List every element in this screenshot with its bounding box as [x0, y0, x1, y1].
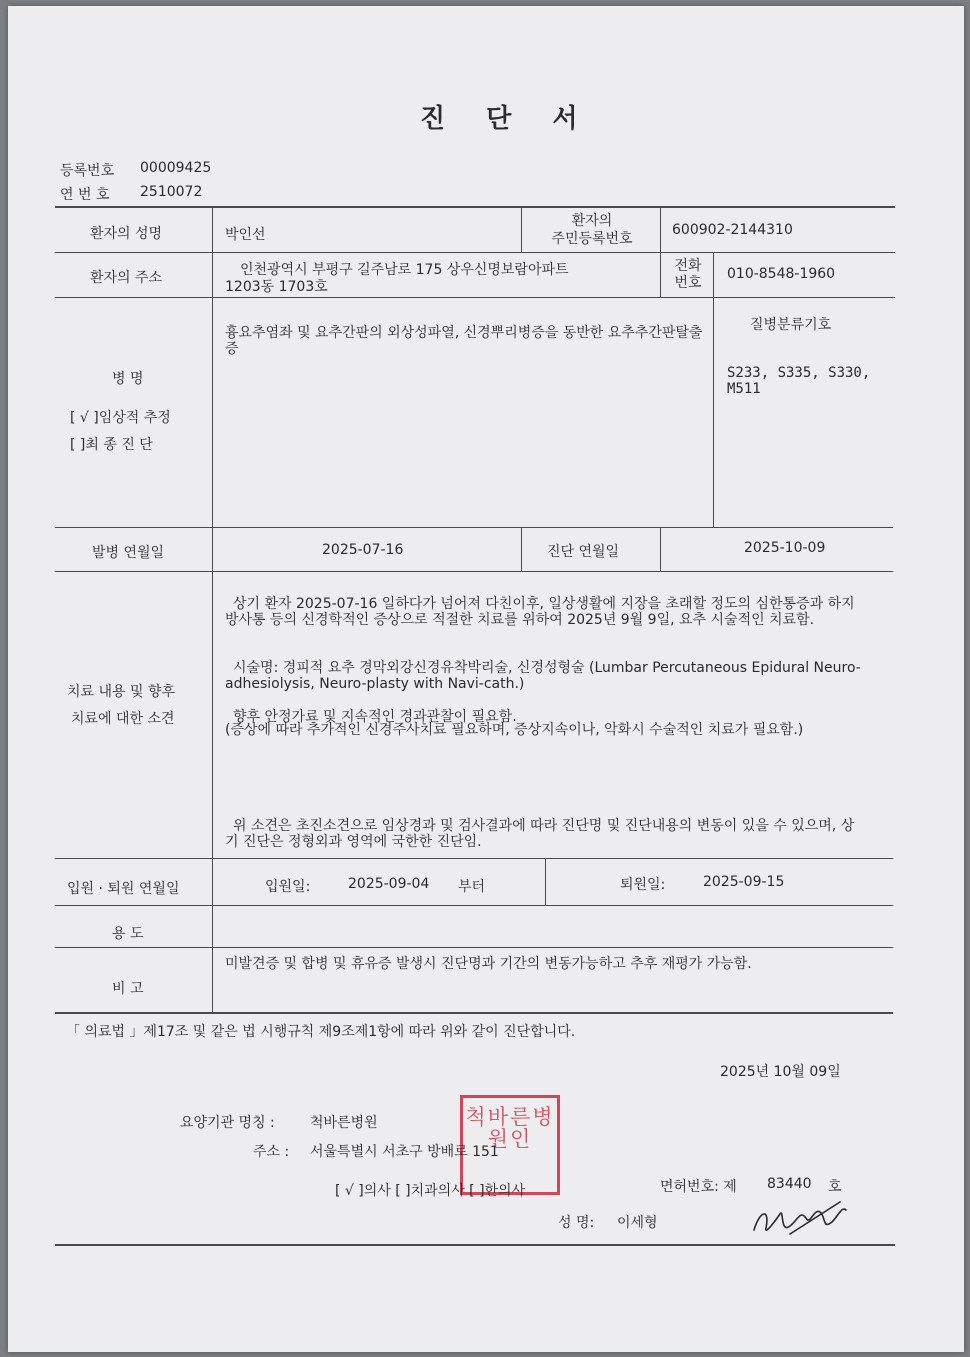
admission-in-date: 2025-09-04 [348, 876, 430, 892]
address-line-2: 1203동 1703호 [225, 279, 328, 295]
disease-label: 병 명 [112, 371, 144, 387]
institution-name: 척바른병원 [310, 1115, 378, 1131]
seal-text: 척바른병원인 [465, 1105, 555, 1151]
admission-in-label: 입원일: [265, 879, 311, 895]
discharge-date: 2025-09-15 [703, 874, 785, 890]
clinical-estimate-option: [ √ ]임상적 추정 [70, 410, 171, 426]
remarks-text: 미발견증 및 합병 및 휴유증 발생시 진단명과 기간의 변동가능하고 추후 재평가 가능함. [225, 956, 752, 972]
doctor-signature [750, 1200, 850, 1240]
address-label: 환자의 주소 [90, 270, 163, 286]
row-divider [55, 527, 893, 528]
treatment-disclaimer: 위 소견은 초진소견으로 임상경과 및 검사결과에 따라 진단명 및 진단내용의 변동이 있을 수 있으며, 상기 진단은 정형외과 영역에 국한한 진단임. [225, 818, 855, 850]
treatment-paragraph-1: 상기 환자 2025-07-16 일하다가 넘어져 다친이후, 일상생활에 지장을 초래할 정도의 심한통증과 하지 방사통 등의 신경학적인 증상으로 적절한 치료를 위하여 2025년 9월 9일, 요추 시술적인 치료함. [225, 596, 855, 628]
rrn-value: 600902-2144310 [672, 222, 793, 238]
patient-name-label: 환자의 성명 [90, 226, 163, 242]
doctor-name: 이세형 [617, 1215, 658, 1231]
usage-label: 용 도 [112, 926, 144, 942]
patient-name: 박인선 [225, 227, 266, 243]
address-line-1: 인천광역시 부평구 길주남로 175 상우신명보람아파트 [240, 262, 569, 278]
disease-code-label: 질병분류기호 [750, 317, 832, 333]
final-diagnosis-option: [ ]최 종 진 단 [70, 437, 153, 453]
phone-label: 전화 번호 [674, 258, 702, 291]
column-divider [545, 858, 546, 905]
treatment-procedure: 시술명: 경피적 요추 경막외강신경유착박리술, 신경성형술 (Lumbar Percutaneous Epidural Neuro-adhesiolysis, Neuro-plasty with Navi-cath.) [225, 660, 861, 692]
row-divider [55, 571, 893, 572]
disease-codes: S233, S335, S330, M511 [727, 365, 871, 397]
license-suffix: 호 [828, 1179, 842, 1195]
admission-from: 부터 [458, 879, 486, 895]
column-divider [660, 527, 661, 571]
footer-border [55, 1244, 895, 1246]
treatment-label-line-1: 치료 내용 및 향후 [67, 684, 176, 700]
diagnosis-date: 2025-10-09 [744, 540, 826, 556]
document-title: 진 단 서 [420, 104, 594, 134]
issue-date: 2025년 10월 09일 [720, 1064, 841, 1080]
label-column-divider [212, 206, 213, 1012]
diagnosis-date-label: 진단 연월일 [547, 544, 620, 560]
treatment-followup: 향후 안정가료 및 지속적인 경과관찰이 필요함. [233, 709, 517, 725]
institution-address-label: 주소 : [253, 1144, 290, 1160]
doctor-type: [ √ ]의사 [ ]치과의사 [ ]한의사 [335, 1183, 526, 1199]
reg-number-label: 등록번호 [60, 163, 115, 179]
serial-number-value: 2510072 [140, 184, 203, 200]
doctor-name-label: 성 명: [558, 1215, 595, 1231]
treatment-label-line-2: 치료에 대한 소견 [71, 711, 175, 727]
license-label: 면허번호: 제 [660, 1179, 737, 1195]
row-divider [55, 297, 895, 298]
rrn-label: 환자의 주민등록번호 [551, 213, 633, 247]
table-top-border [55, 206, 895, 208]
law-statement: 「 의료법 」제17조 및 같은 법 시행규칙 제9조제1항에 따라 위와 같이 진단합니다. [66, 1024, 576, 1040]
column-divider [713, 252, 714, 297]
reg-number-value: 00009425 [140, 160, 212, 176]
column-divider [660, 206, 661, 297]
column-divider [521, 527, 522, 571]
discharge-label: 퇴원일: [620, 877, 666, 893]
institution-address: 서울특별시 서초구 방배로 151 [310, 1144, 499, 1160]
row-divider [55, 905, 893, 906]
admission-label: 입원 · 퇴원 연월일 [67, 881, 180, 897]
row-divider [55, 252, 895, 253]
serial-number-label: 연 번 호 [60, 187, 110, 203]
column-divider [521, 206, 522, 252]
row-divider [55, 858, 893, 859]
code-column-divider [713, 297, 714, 527]
disease-name: 흉요추염좌 및 요추간판의 외상성파열, 신경뿌리병증을 동반한 요추추간판탈출증 [225, 325, 703, 357]
treatment-followup-note: (증상에 따라 추가적인 신경주사치료 필요하며, 증상지속이나, 악화시 수술적인 치료가 필요함.) [225, 722, 804, 738]
onset-date: 2025-07-16 [322, 542, 404, 558]
institution-name-label: 요양기관 명칭 : [180, 1115, 275, 1131]
table-bottom-border [55, 1012, 893, 1014]
onset-date-label: 발병 연월일 [92, 545, 165, 561]
phone-value: 010-8548-1960 [727, 266, 836, 282]
remarks-label: 비 고 [112, 981, 144, 997]
license-number: 83440 [767, 1176, 812, 1192]
row-divider [55, 947, 893, 948]
